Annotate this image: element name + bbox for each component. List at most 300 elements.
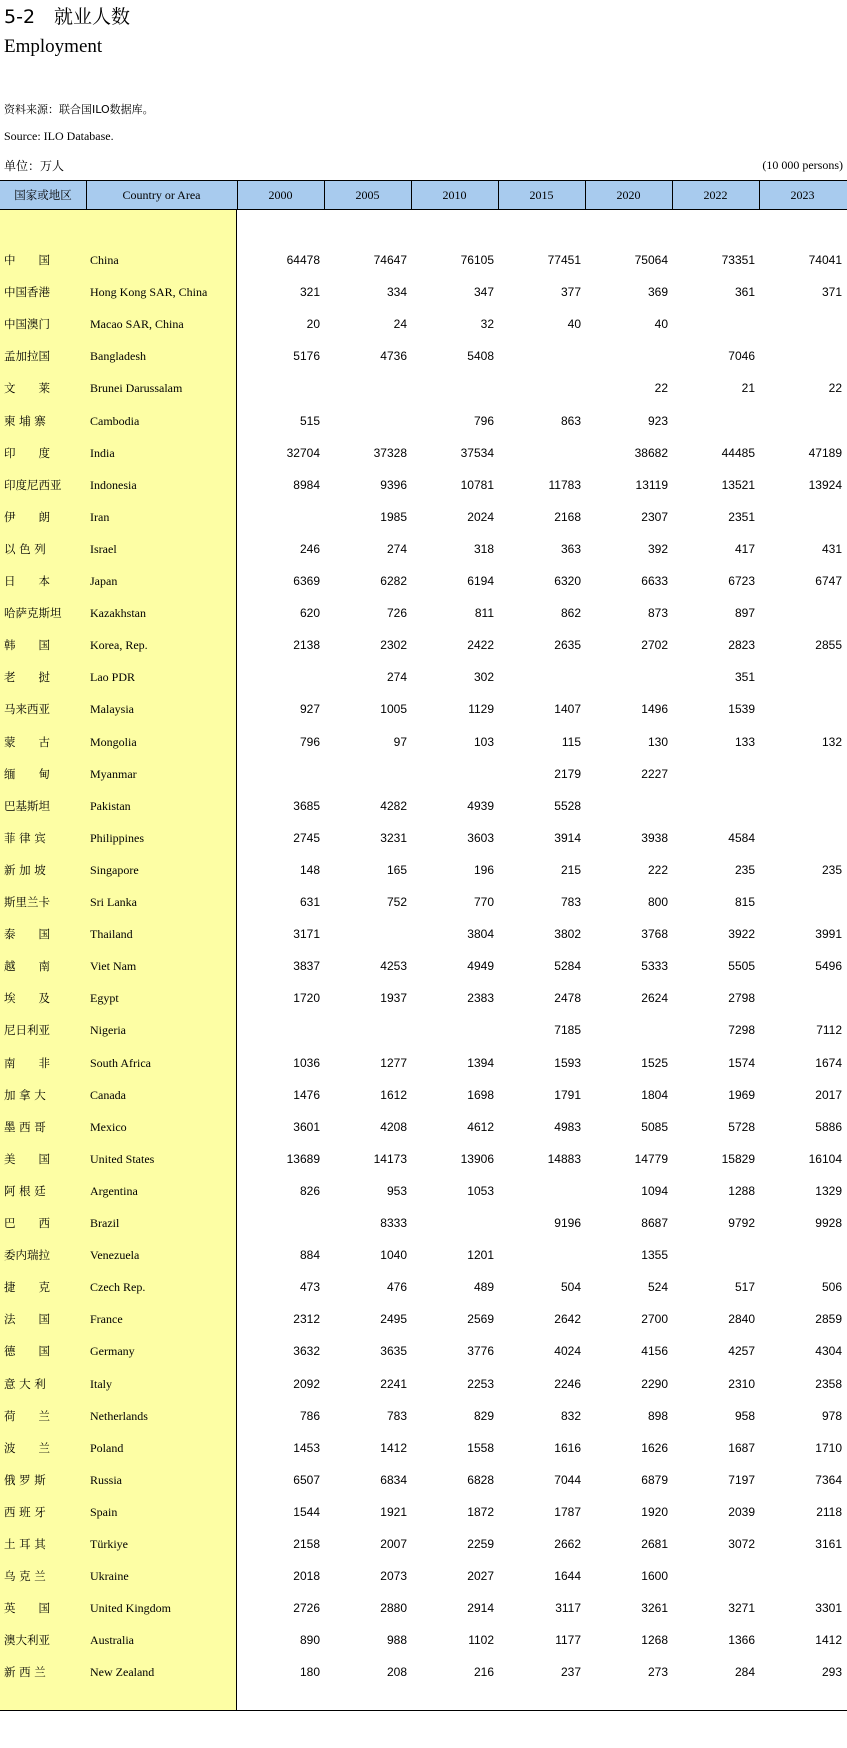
country-name-cn: 缅 甸 [4,766,50,781]
table-row [0,886,847,918]
value-cell-2020: 1094 [641,1183,668,1198]
value-cell-2023: 6747 [815,574,842,588]
header-divider [324,181,325,209]
table-row [0,790,847,822]
value-cell-2005: 2495 [380,1312,407,1327]
value-cell-2015: 1593 [554,1055,581,1070]
header-divider [411,181,412,209]
value-cell-2023: 3991 [815,927,842,942]
value-cell-2000: 884 [299,1248,320,1263]
table-row [0,918,847,950]
value-cell-2022: 5505 [728,959,755,974]
country-name-cn: 柬 埔 寨 [4,413,46,428]
country-name-cn: 南 非 [4,1055,50,1070]
table-row [0,661,847,693]
value-cell-2023: 16104 [808,1151,842,1166]
value-cell-2015: 863 [560,413,581,428]
country-name-en: Viet Nam [90,959,137,974]
source-note-cn: 资料来源：联合国ILO数据库。 [4,103,154,116]
value-cell-2000: 5176 [293,349,320,364]
country-name-en: Myanmar [90,766,137,781]
value-cell-2015: 2662 [554,1537,581,1551]
country-name-en: Poland [90,1440,124,1455]
value-cell-2023: 2855 [815,638,842,653]
value-cell-2023: 1412 [815,1633,842,1648]
country-name-en: Sri Lanka [90,895,137,909]
value-cell-2022: 4584 [728,830,755,845]
value-cell-2015: 4983 [554,1119,581,1134]
country-name-cn: 印度尼西亚 [4,477,62,492]
country-name-cn: 巴基斯坦 [4,798,50,813]
value-cell-2010: 196 [473,862,494,877]
value-cell-2023: 7112 [816,1023,842,1038]
value-cell-2000: 8984 [293,477,320,492]
value-cell-2000: 796 [299,734,320,749]
value-cell-2020: 75064 [634,253,668,267]
value-cell-2015: 3117 [555,1601,581,1616]
value-cell-2005: 6834 [380,1472,407,1487]
country-name-cn: 斯里兰卡 [4,895,50,909]
table-row [0,1047,847,1079]
value-cell-2020: 2624 [641,991,668,1006]
country-name-cn: 西 班 牙 [4,1504,46,1519]
country-name-en: Korea, Rep. [90,638,148,653]
value-cell-2020: 273 [647,1665,668,1680]
country-name-cn: 波 兰 [4,1440,50,1455]
value-cell-2020: 22 [654,381,668,396]
value-cell-2000: 3601 [293,1119,320,1134]
value-cell-2015: 3914 [554,830,581,845]
value-cell-2010: 6828 [467,1472,494,1487]
table-bottom-rule [0,1710,847,1711]
value-cell-2020: 4156 [641,1344,668,1359]
value-cell-2015: 363 [560,541,581,556]
value-cell-2005: 2241 [380,1376,407,1391]
value-cell-2005: 1040 [380,1248,407,1263]
country-name-en: Singapore [90,862,139,877]
country-name-cn: 英 国 [4,1601,50,1616]
country-name-cn: 加 拿 大 [4,1087,46,1102]
value-cell-2000: 13689 [286,1151,320,1166]
value-cell-2000: 6369 [293,574,320,588]
value-cell-2010: 3804 [467,927,494,942]
value-cell-2005: 97 [393,734,407,749]
value-cell-2010: 2422 [467,638,494,653]
header-divider [237,181,238,209]
value-cell-2020: 3768 [641,927,668,942]
value-cell-2020: 524 [647,1280,668,1295]
value-cell-2022: 1288 [728,1183,755,1198]
country-name-cn: 泰 国 [4,927,50,942]
value-cell-2020: 2681 [641,1537,668,1551]
value-cell-2022: 3922 [728,927,755,942]
value-cell-2023: 3301 [815,1601,842,1616]
table-row [0,1175,847,1207]
country-name-en: Russia [90,1472,123,1487]
value-cell-2022: 417 [734,541,755,556]
value-cell-2022: 1539 [728,702,755,717]
country-name-en: Kazakhstan [90,606,146,621]
table-row [0,244,847,276]
value-cell-2022: 2039 [728,1504,755,1519]
country-name-en: France [90,1312,123,1327]
value-cell-2000: 473 [299,1280,320,1295]
table-row [0,1400,847,1432]
country-name-cn: 哈萨克斯坦 [4,606,62,621]
value-cell-2010: 3776 [467,1344,494,1359]
table-row [0,1303,847,1335]
country-name-en: United Kingdom [90,1601,171,1616]
country-name-en: Cambodia [90,413,140,428]
value-cell-2023: 4304 [815,1344,842,1359]
value-cell-2023: 1710 [815,1440,842,1455]
table-row [0,1014,847,1046]
header-divider [672,181,673,209]
country-name-cn: 墨 西 哥 [4,1119,46,1134]
country-name-en: Germany [90,1344,135,1359]
value-cell-2000: 2745 [293,830,320,845]
value-cell-2010: 770 [473,895,494,909]
header-year-2005: 2005 [355,188,380,202]
value-cell-2023: 7364 [815,1472,842,1487]
value-cell-2015: 1644 [554,1569,581,1584]
table-row [0,1079,847,1111]
value-cell-2010: 2569 [467,1312,494,1327]
table-row [0,1143,847,1175]
value-cell-2010: 103 [473,734,494,749]
country-name-cn: 韩 国 [4,638,50,653]
table-row [0,1592,847,1624]
value-cell-2010: 2027 [467,1569,494,1584]
header-divider [585,181,586,209]
value-cell-2023: 978 [821,1408,842,1423]
value-cell-2000: 1476 [293,1087,320,1102]
table-row [0,308,847,340]
value-cell-2000: 631 [299,895,320,909]
value-cell-2010: 811 [474,606,494,621]
value-cell-2000: 148 [299,862,320,877]
value-cell-2010: 1129 [468,702,494,717]
value-cell-2022: 517 [734,1280,755,1295]
table-row [0,854,847,886]
header-year-2015: 2015 [529,188,554,202]
country-name-cn: 土 耳 其 [4,1537,46,1551]
value-cell-2022: 13521 [721,477,755,492]
value-cell-2022: 7046 [728,349,755,364]
table-row [0,1207,847,1239]
country-name-en: Czech Rep. [90,1280,146,1295]
value-cell-2005: 274 [386,541,407,556]
value-cell-2023: 371 [821,285,842,300]
value-cell-2005: 1937 [380,991,407,1006]
value-cell-2005: 752 [386,895,407,909]
value-cell-2005: 4208 [380,1119,407,1134]
value-cell-2005: 2302 [380,638,407,653]
table-row [0,1560,847,1592]
value-cell-2023: 9928 [815,1216,842,1230]
value-cell-2022: 73351 [721,253,755,267]
value-cell-2005: 1612 [380,1087,407,1102]
country-name-cn: 中 国 [4,253,50,267]
header-divider [498,181,499,209]
country-name-cn: 孟加拉国 [4,349,50,364]
country-name-cn: 尼日利亚 [4,1023,50,1038]
value-cell-2022: 2823 [728,638,755,653]
country-name-en: China [90,253,119,267]
value-cell-2022: 284 [734,1665,755,1680]
table-row [0,1335,847,1367]
country-name-cn: 阿 根 廷 [4,1183,46,1198]
country-name-cn: 中国澳门 [4,317,50,332]
country-name-cn: 伊 朗 [4,509,50,524]
value-cell-2020: 3938 [641,830,668,845]
value-cell-2010: 1698 [467,1087,494,1102]
value-cell-2005: 726 [386,606,407,621]
value-cell-2000: 2018 [293,1569,320,1584]
value-cell-2022: 21 [741,381,755,396]
table-row [0,533,847,565]
value-cell-2015: 377 [560,285,581,300]
country-name-en: Brunei Darussalam [90,381,183,396]
value-cell-2015: 1787 [554,1504,581,1519]
value-cell-2000: 515 [299,413,320,428]
value-cell-2015: 215 [560,862,581,877]
table-row [0,822,847,854]
value-cell-2005: 1985 [380,509,407,524]
value-cell-2015: 2246 [554,1376,581,1391]
value-cell-2020: 1355 [641,1248,668,1263]
value-cell-2015: 2635 [554,638,581,653]
value-cell-2005: 4253 [380,959,407,974]
value-cell-2015: 6320 [554,574,581,588]
country-name-en: Indonesia [90,477,137,492]
value-cell-2010: 489 [473,1280,494,1295]
country-name-en: Venezuela [90,1248,140,1263]
table-row [0,597,847,629]
table-row [0,1496,847,1528]
table-row [0,693,847,725]
country-name-en: Philippines [90,830,145,845]
value-cell-2022: 1574 [728,1055,755,1070]
value-cell-2010: 1053 [467,1183,494,1198]
header-year-2022: 2022 [703,188,728,202]
header-country-cn: 国家或地区 [14,188,72,202]
value-cell-2015: 1177 [555,1633,581,1648]
table-row [0,1656,847,1688]
header-divider [86,181,87,209]
value-cell-2015: 2478 [554,991,581,1006]
value-cell-2005: 3231 [380,830,407,845]
value-cell-2010: 796 [473,413,494,428]
value-cell-2022: 897 [734,606,755,621]
value-cell-2005: 953 [386,1183,407,1198]
value-cell-2020: 14779 [634,1151,668,1166]
value-cell-2015: 11783 [548,477,581,492]
country-name-en: Italy [90,1376,112,1391]
value-cell-2005: 4736 [380,349,407,364]
value-cell-2010: 1872 [467,1504,494,1519]
header-year-2000: 2000 [268,188,293,202]
value-cell-2020: 1626 [641,1440,668,1455]
value-cell-2005: 8333 [380,1216,407,1230]
value-cell-2005: 9396 [380,477,407,492]
table-row [0,726,847,758]
value-cell-2020: 392 [647,541,668,556]
value-cell-2022: 44485 [721,445,755,460]
country-name-en: Lao PDR [90,670,135,685]
value-cell-2000: 826 [299,1183,320,1198]
value-cell-2010: 829 [473,1408,494,1423]
value-cell-2015: 7185 [554,1023,581,1038]
value-cell-2020: 13119 [635,477,668,492]
country-name-cn: 德 国 [4,1344,50,1359]
value-cell-2022: 4257 [728,1344,755,1359]
value-cell-2015: 2179 [554,766,581,781]
value-cell-2005: 208 [386,1665,407,1680]
country-name-en: Mongolia [90,734,137,749]
value-cell-2020: 222 [647,862,668,877]
table-row [0,1624,847,1656]
value-cell-2010: 13906 [460,1151,494,1166]
country-name-en: Bangladesh [90,349,146,364]
country-name-en: Iran [90,509,110,524]
value-cell-2022: 351 [734,670,755,685]
value-cell-2022: 133 [734,734,755,749]
country-name-en: South Africa [90,1055,151,1070]
country-name-cn: 菲 律 宾 [4,830,46,845]
value-cell-2000: 1544 [293,1504,320,1519]
value-cell-2010: 10781 [460,477,494,492]
value-cell-2022: 2310 [728,1376,755,1391]
value-cell-2023: 506 [821,1280,842,1295]
country-name-en: Malaysia [90,702,134,717]
value-cell-2023: 22 [828,381,842,396]
table-row [0,405,847,437]
country-name-en: Thailand [90,927,133,942]
value-cell-2022: 815 [734,895,755,909]
value-cell-2005: 2007 [380,1537,407,1551]
value-cell-2005: 14173 [373,1151,407,1166]
country-name-en: Argentina [90,1183,138,1198]
country-name-cn: 老 挝 [4,670,50,685]
value-cell-2005: 4282 [380,798,407,813]
value-cell-2000: 20 [306,317,320,332]
country-name-cn: 俄 罗 斯 [4,1472,46,1487]
value-cell-2023: 1329 [815,1183,842,1198]
table-row [0,629,847,661]
value-cell-2005: 988 [386,1633,407,1648]
value-cell-2015: 237 [560,1665,581,1680]
value-cell-2010: 4612 [467,1119,494,1134]
value-cell-2000: 180 [299,1665,320,1680]
header-year-2023: 2023 [790,188,815,202]
country-name-en: Hong Kong SAR, China [90,285,208,300]
value-cell-2023: 74041 [808,253,842,267]
value-cell-2000: 3685 [293,798,320,813]
value-cell-2020: 130 [647,734,668,749]
country-name-cn: 法 国 [4,1312,50,1327]
country-name-cn: 马来西亚 [4,702,50,717]
value-cell-2000: 3171 [293,927,320,942]
value-cell-2010: 318 [473,541,494,556]
value-cell-2010: 2383 [467,991,494,1006]
country-name-cn: 日 本 [4,574,50,588]
value-cell-2020: 2290 [641,1376,668,1391]
country-name-en: Netherlands [90,1408,148,1423]
value-cell-2015: 14883 [547,1151,581,1166]
value-cell-2005: 2073 [380,1569,407,1584]
value-cell-2005: 24 [393,317,407,332]
value-cell-2015: 504 [560,1280,581,1295]
value-cell-2020: 8687 [641,1216,668,1230]
table-title-cn: 5-2 就业人数 [4,6,131,28]
value-cell-2022: 7197 [728,1472,755,1487]
value-cell-2010: 2259 [467,1537,494,1551]
value-cell-2022: 1687 [728,1440,755,1455]
value-cell-2005: 476 [386,1280,407,1295]
value-cell-2010: 4949 [467,959,494,974]
value-cell-2020: 923 [647,413,668,428]
value-cell-2000: 64478 [286,253,320,267]
value-cell-2020: 800 [647,895,668,909]
value-cell-2010: 2914 [467,1601,494,1616]
value-cell-2000: 620 [299,606,320,621]
value-cell-2022: 361 [734,285,755,300]
country-name-en: Macao SAR, China [90,317,184,332]
source-note-en: Source: ILO Database. [4,129,114,143]
country-name-en: Nigeria [90,1023,126,1038]
value-cell-2015: 115 [561,734,581,749]
value-cell-2010: 32 [480,317,494,332]
header-country-en: Country or Area [122,188,201,202]
country-name-en: Canada [90,1087,126,1102]
value-cell-2000: 321 [299,285,320,300]
value-cell-2005: 1412 [380,1440,407,1455]
value-cell-2022: 2351 [728,509,755,524]
country-name-en: Türkiye [90,1537,128,1551]
country-name-cn: 文 莱 [4,381,50,396]
country-name-en: Pakistan [90,798,131,813]
value-cell-2015: 3802 [554,927,581,942]
value-cell-2015: 40 [567,317,581,332]
country-name-cn: 委内瑞拉 [4,1248,50,1263]
value-cell-2005: 37328 [373,445,407,460]
value-cell-2022: 1969 [728,1087,755,1102]
value-cell-2005: 1005 [380,702,407,717]
table-row [0,982,847,1014]
country-name-cn: 荷 兰 [4,1408,50,1423]
country-name-cn: 澳大利亚 [4,1633,50,1648]
value-cell-2022: 7298 [728,1023,755,1038]
value-cell-2022: 2798 [728,991,755,1006]
value-cell-2015: 862 [560,606,581,621]
value-cell-2023: 2859 [815,1312,842,1327]
country-name-en: Israel [90,541,117,556]
value-cell-2010: 2253 [467,1376,494,1391]
header-year-2020: 2020 [616,188,641,202]
value-cell-2010: 347 [473,285,494,300]
country-name-cn: 埃 及 [4,991,50,1006]
value-cell-2020: 369 [647,285,668,300]
country-name-en: Ukraine [90,1569,129,1584]
table-row [0,437,847,469]
value-cell-2000: 246 [299,541,320,556]
value-cell-2020: 1920 [641,1504,668,1519]
value-cell-2023: 235 [821,862,842,877]
table-row [0,1368,847,1400]
value-cell-2015: 832 [560,1408,581,1423]
value-cell-2000: 2158 [293,1537,320,1551]
